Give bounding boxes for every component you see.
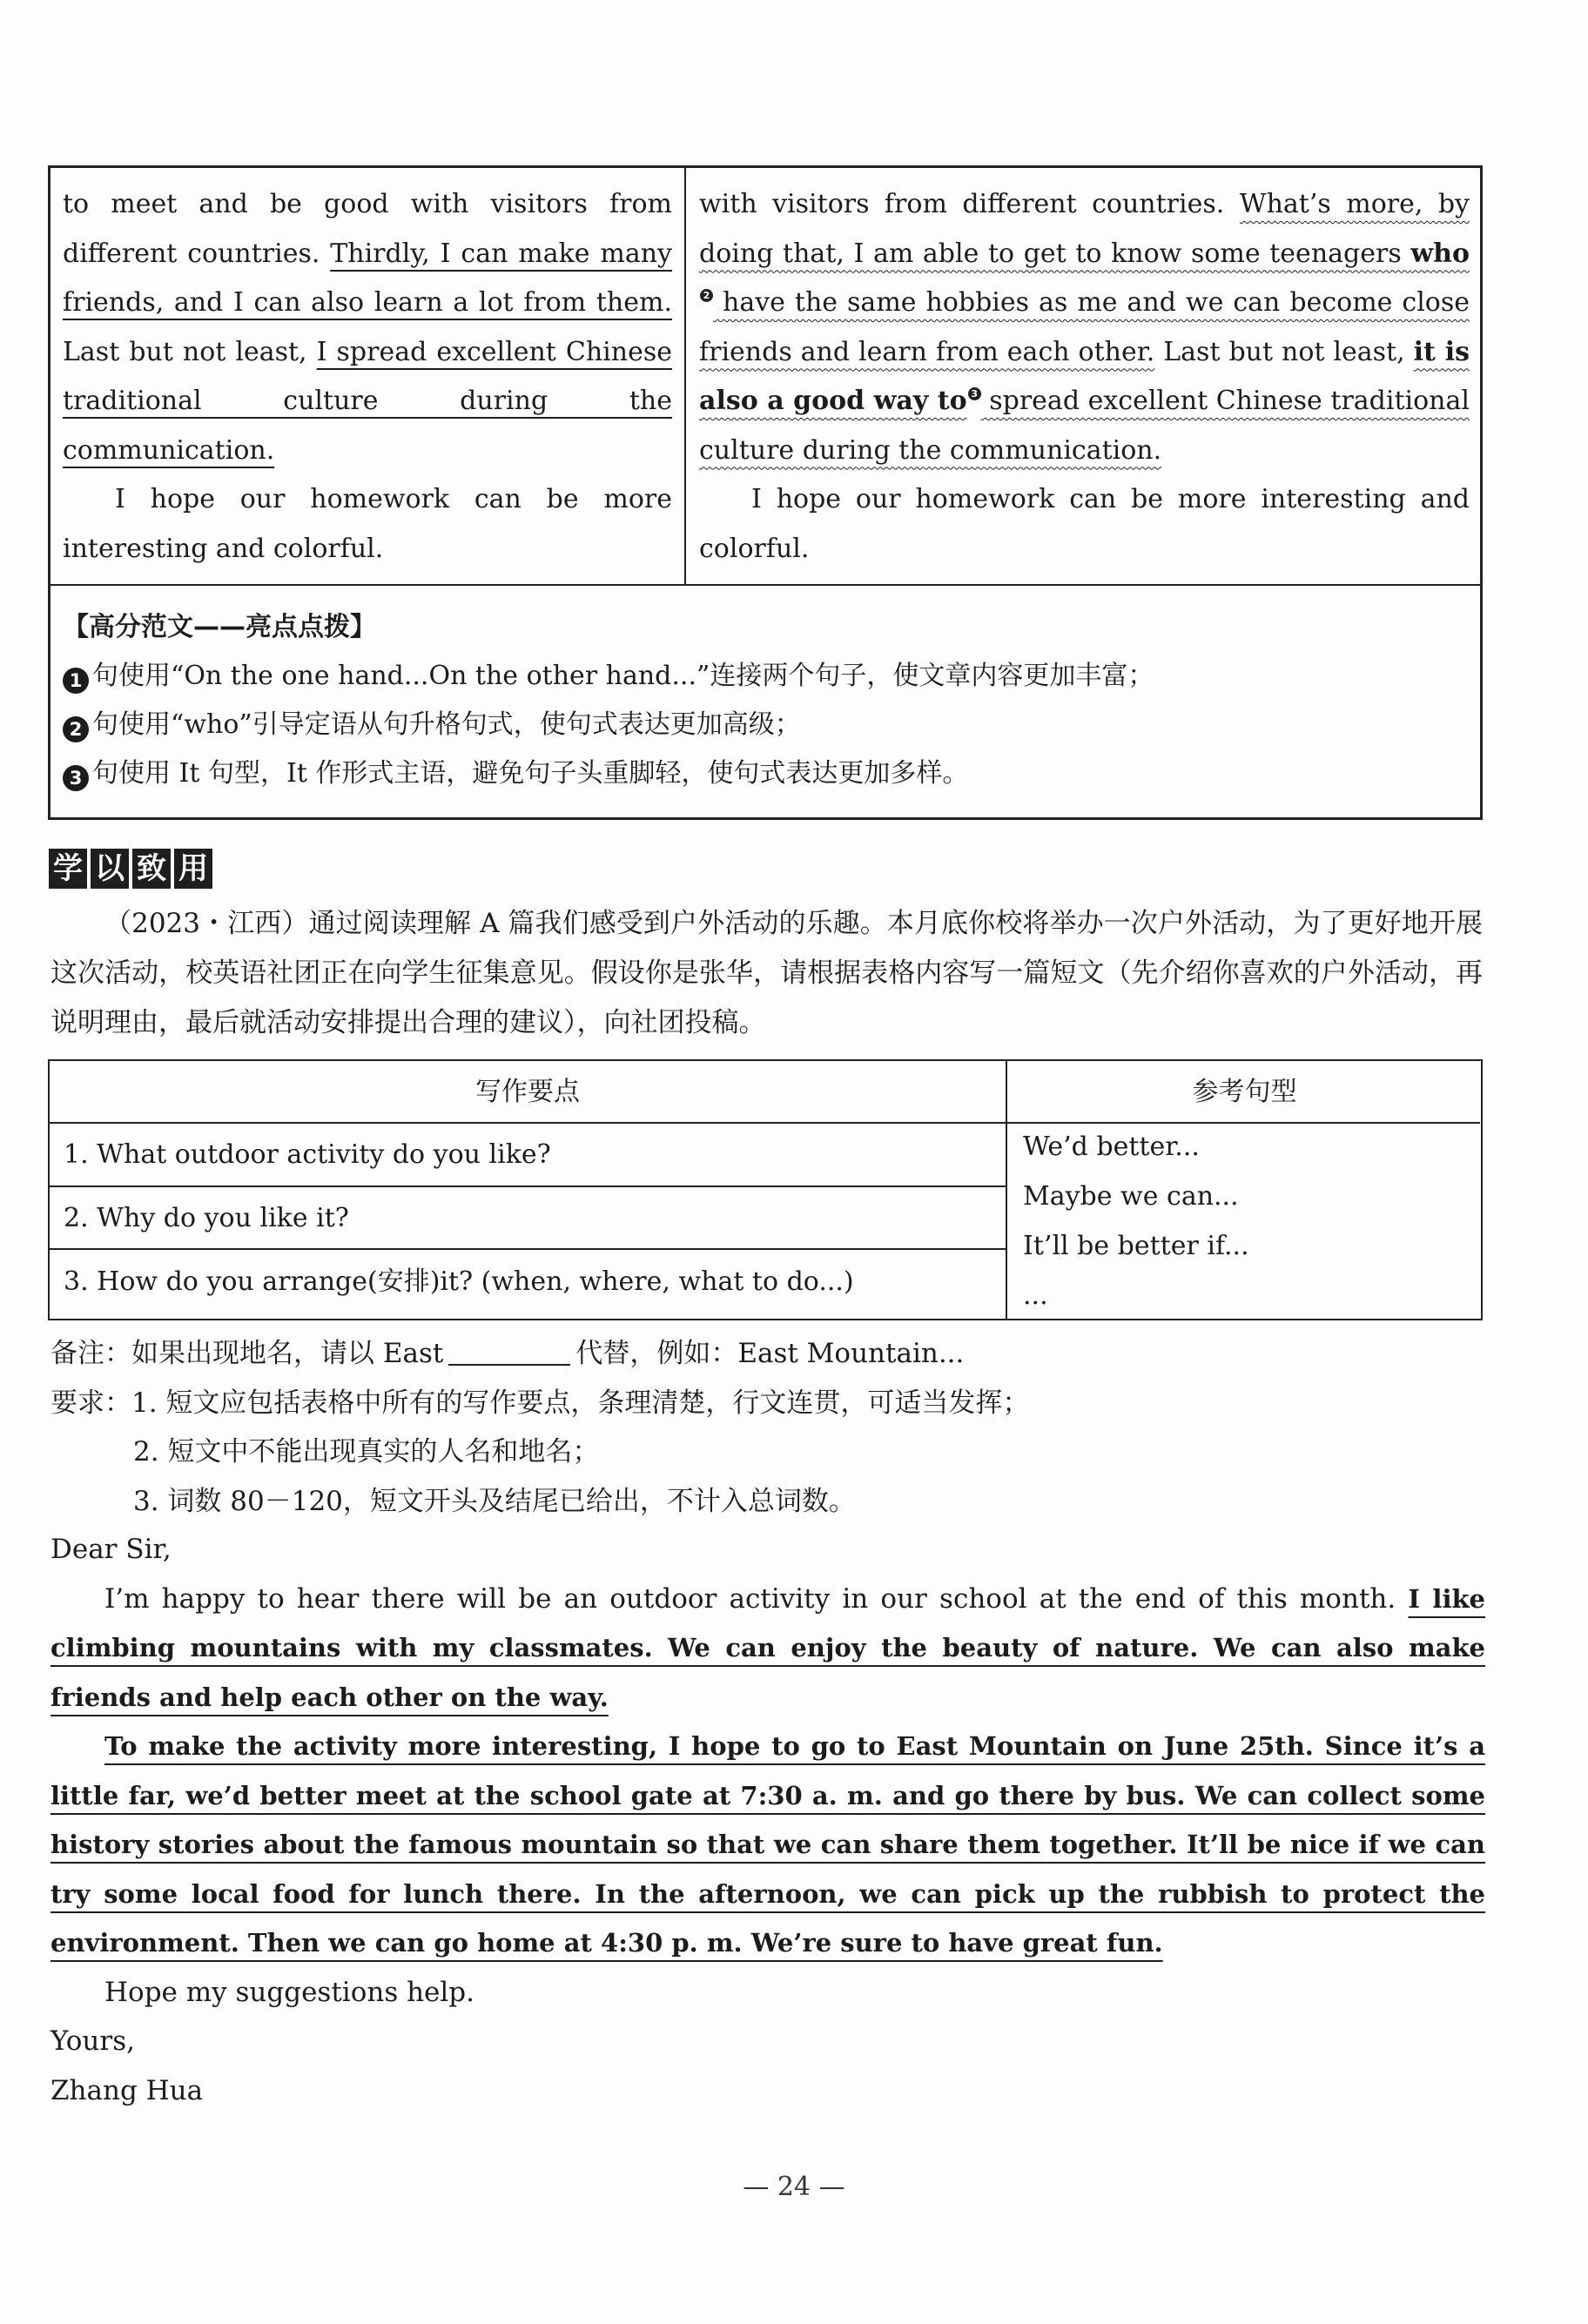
notes-section [50,1329,1483,1526]
improved-closing: I hope our homework can be more interesting and colorful. [699,484,1470,564]
requirement-label: 要求： [50,1387,131,1419]
original-underlined-segment: Thirdly, I can make many friends, and I can also learn a lot from them. [63,238,672,318]
improved-wavy-segment: have the same hobbies as me and we can become close friends and learn from each other. [699,287,1470,367]
table-row-divider [50,1248,1006,1250]
letter-opening: I’m happy to hear there will be an outdoor activity in our school at the end of this month. [104,1582,1409,1615]
highlight-item [63,701,1464,749]
improved-wavy-segment: spread excellent Chinese traditional culture during the communication. [699,386,1470,466]
pattern-item: Maybe we can... [1023,1181,1239,1212]
improved-bold-segment: it is also a good way to [699,336,1470,416]
column-divider [684,168,686,584]
fill-in-blank [448,1340,570,1366]
number-1-icon: 1 [63,668,89,694]
page-number: — 24 — [743,2172,845,2202]
pattern-item: ... [1023,1280,1048,1311]
prompt-text: （2023・江西）通过阅读理解 A 篇我们感受到户外活动的乐趣。本月底你校将举办一次户外活动，为了更好地开展这次活动，校英语社团正在向学生征集意见。假设你是张华，请根据表格内容写一篇短文（先介绍你喜欢的户外活动，再说明理由，最后就活动安排提出合理的建议），向社团投稿。 [50,908,1483,1038]
badge-char: 学 [49,849,87,889]
highlights-section [63,603,1464,798]
writing-prompt [50,899,1483,1048]
original-segment: Last but not least, [63,336,317,367]
original-underlined-segment: I spread excellent Chinese traditional culture during the communication. [63,336,672,466]
pattern-item: It’ll be better if... [1023,1231,1249,1261]
original-segment: to meet and be good with visitors from different countries. [63,189,672,269]
number-3-icon: 3 [63,765,89,791]
writing-points-table [48,1059,1483,1320]
letter-sign-off: Yours, [50,2025,135,2057]
table-row: 3. How do you arrange(安排)it? (when, where, what to do...) [64,1266,854,1297]
table-header-points: 写作要点 [475,1077,580,1107]
table-header-patterns: 参考句型 [1192,1077,1297,1107]
number-2-icon: 2 [63,716,89,742]
essay-columns [50,168,1480,586]
improved-essay-column [699,180,1470,574]
badge-char: 以 [91,849,129,889]
highlight-text: 句使用 It 句型，It 作形式主语，避免句子头重脚轻，使句式表达更加多样。 [92,758,969,789]
highlight-marker-3: 3 [968,387,981,400]
improved-bold-segment: who [1410,238,1470,269]
highlight-text: 句使用“On the one hand...On the other hand...”连接两个句子，使文章内容更加丰富； [92,661,1154,691]
sample-letter [50,1525,1485,2115]
remark-text: 备注：如果出现地名，请以 East [50,1338,444,1369]
table-header-divider [50,1122,1480,1124]
remark-line [50,1329,1483,1379]
answer-text: I like climbing mountains with my classmates. We can enjoy the beauty of nature. We can also make friends and help each other on the way. [50,1583,1485,1712]
badge-char: 致 [132,849,171,889]
sentence-patterns [1023,1122,1249,1320]
table-row: 2. Why do you like it? [64,1203,349,1233]
highlight-text: 句使用“who”引导定语从句升格句式，使句式表达更加高级； [92,709,801,740]
letter-signature: Zhang Hua [50,2074,204,2106]
answer-text: To make the activity more interesting, I hope to go to East Mountain on June 25th. Since it’s a little far, we’d better meet at the school gate at 7:30 a. m. and go there by bus. We can collect some history stories about the famous mountain so that we can share them together. It’ll be nice if we can try some local food for lunch there. In the afternoon, we can pick up the rubbish to protect the environment. Then we can go home at 4:30 p. m. We’re sure to have great fun. [50,1731,1485,1958]
remark-text: 代替，例如：East Mountain... [575,1338,965,1369]
requirement-line [50,1379,1483,1428]
highlights-title: 【高分范文——亮点点拨】 [63,612,376,642]
original-closing: I hope our homework can be more interesting and colorful. [63,484,672,564]
letter-paragraph [50,1575,1485,1723]
section-badge [49,849,212,889]
improved-wavy-segment: What’s more, by doing that, I am able to get to know some teenagers [699,189,1470,269]
badge-char: 用 [174,849,212,889]
requirement-text: 1. 短文应包括表格中所有的写作要点，条理清楚，行文连贯，可适当发挥； [131,1387,1030,1419]
original-essay-text [63,180,672,475]
requirement-line: 2. 短文中不能出现真实的人名和地名； [133,1436,600,1468]
improved-essay-text [699,180,1470,475]
highlight-item [63,652,1464,701]
table-row: 1. What outdoor activity do you like? [64,1139,551,1170]
letter-paragraph [50,1722,1485,1968]
pattern-item: We’d better... [1023,1132,1200,1162]
improved-segment: Last but not least, [1154,336,1414,367]
letter-salutation: Dear Sir, [50,1534,172,1565]
table-row-divider [50,1186,1006,1187]
highlight-item [63,749,1464,798]
requirement-line: 3. 词数 80－120，短文开头及结尾已给出，不计入总词数。 [133,1485,856,1517]
improved-segment: with visitors from different countries. [699,189,1240,219]
original-essay-column [63,180,672,574]
model-essay-box [48,165,1483,820]
highlight-marker-2: 2 [700,289,713,302]
letter-closing: Hope my suggestions help. [104,1976,475,2008]
